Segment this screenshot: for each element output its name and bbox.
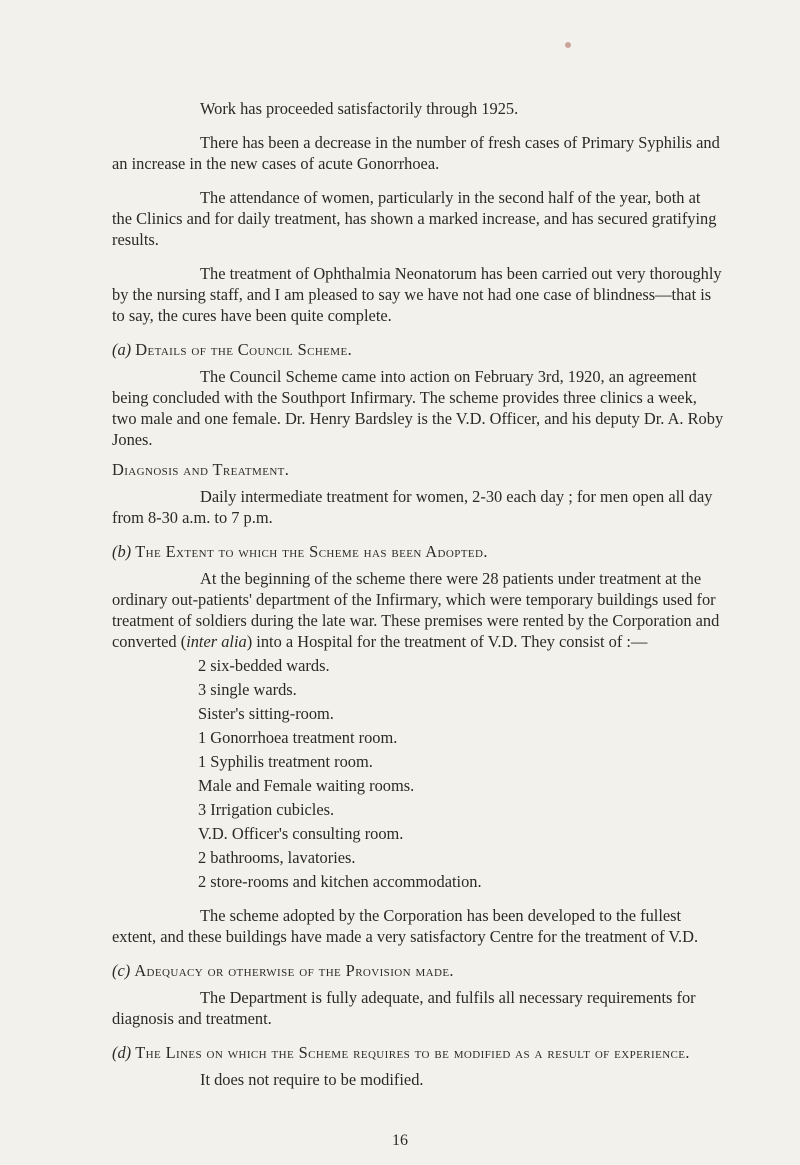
section-a-text: The Council Scheme came into action on February 3rd, 1920, an agreement being concluded with the Southport Infirmary. The scheme provides three clinics a week, two male and one female. Dr. Henry Bardsley is the V.D. Officer, and his deputy Dr. A. Roby Jones. — [112, 367, 724, 449]
section-c-text: The Department is fully adequate, and fulfils all necessary requirements for diagnosis and treatment. — [112, 988, 696, 1028]
section-b-heading: (b) The Extent to which the Scheme has been Adopted. — [112, 542, 488, 561]
paragraph-ophthalmia: The treatment of Ophthalmia Neonatorum has been carried out very thoroughly by the nursing staff, and I am pleased to say we have not had one case of blindness—that is to say, the cures have been quite complete. — [112, 264, 722, 325]
diagnosis-text: Daily intermediate treatment for women, 2-30 each day ; for men open all day from 8-30 a.m. to 7 p.m. — [112, 487, 713, 527]
paragraph-attendance: The attendance of women, particularly in the second half of the year, both at the Clinics and for daily treatment, has shown a marked increase, and has secured gratifying results. — [112, 188, 717, 249]
list-item: 2 bathrooms, lavatories. — [198, 848, 356, 867]
paragraph-progress: Work has proceeded satisfactorily through 1925. — [200, 99, 519, 118]
list-item: 1 Syphilis treatment room. — [198, 752, 373, 771]
list-item: Male and Female waiting rooms. — [198, 776, 415, 795]
section-b-closing: The scheme adopted by the Corporation has been developed to the fullest extent, and these buildings have made a very satisfactory Centre for the treatment of V.D. — [112, 906, 699, 946]
paragraph-cases: There has been a decrease in the number of fresh cases of Primary Syphilis and an increase in the new cases of acute Gonorrhoea. — [112, 133, 720, 173]
section-a-heading: (a) Details of the Council Scheme. — [112, 340, 353, 359]
section-d-text: It does not require to be modified. — [200, 1070, 424, 1089]
facilities-list — [198, 655, 724, 892]
list-item: V.D. Officer's consulting room. — [198, 824, 404, 843]
list-item: 2 store-rooms and kitchen accommodation. — [198, 872, 482, 891]
page-number: 16 — [392, 1132, 408, 1149]
list-item: 1 Gonorrhoea treatment room. — [198, 728, 398, 747]
section-c-heading: (c) Adequacy or otherwise of the Provision made. — [112, 961, 454, 980]
document-body — [112, 98, 724, 1090]
list-item: 2 six-bedded wards. — [198, 656, 330, 675]
list-item: Sister's sitting-room. — [198, 704, 334, 723]
section-b-text: At the beginning of the scheme there were 28 patients under treatment at the ordinary out-patients' department of the Infirmary, which were temporary buildings used for treatment of soldiers during the late war. These premises were rented by the Corporation and converted (inter alia) into a Hospital for the treatment of V.D. They consist of :— — [112, 569, 720, 651]
ink-dot-mark — [565, 42, 571, 48]
section-d-heading: (d) The Lines on which the Scheme requires to be modified as a result of experience. — [112, 1043, 690, 1062]
diagnosis-heading: Diagnosis and Treatment. — [112, 460, 290, 479]
list-item: 3 Irrigation cubicles. — [198, 800, 335, 819]
list-item: 3 single wards. — [198, 680, 297, 699]
